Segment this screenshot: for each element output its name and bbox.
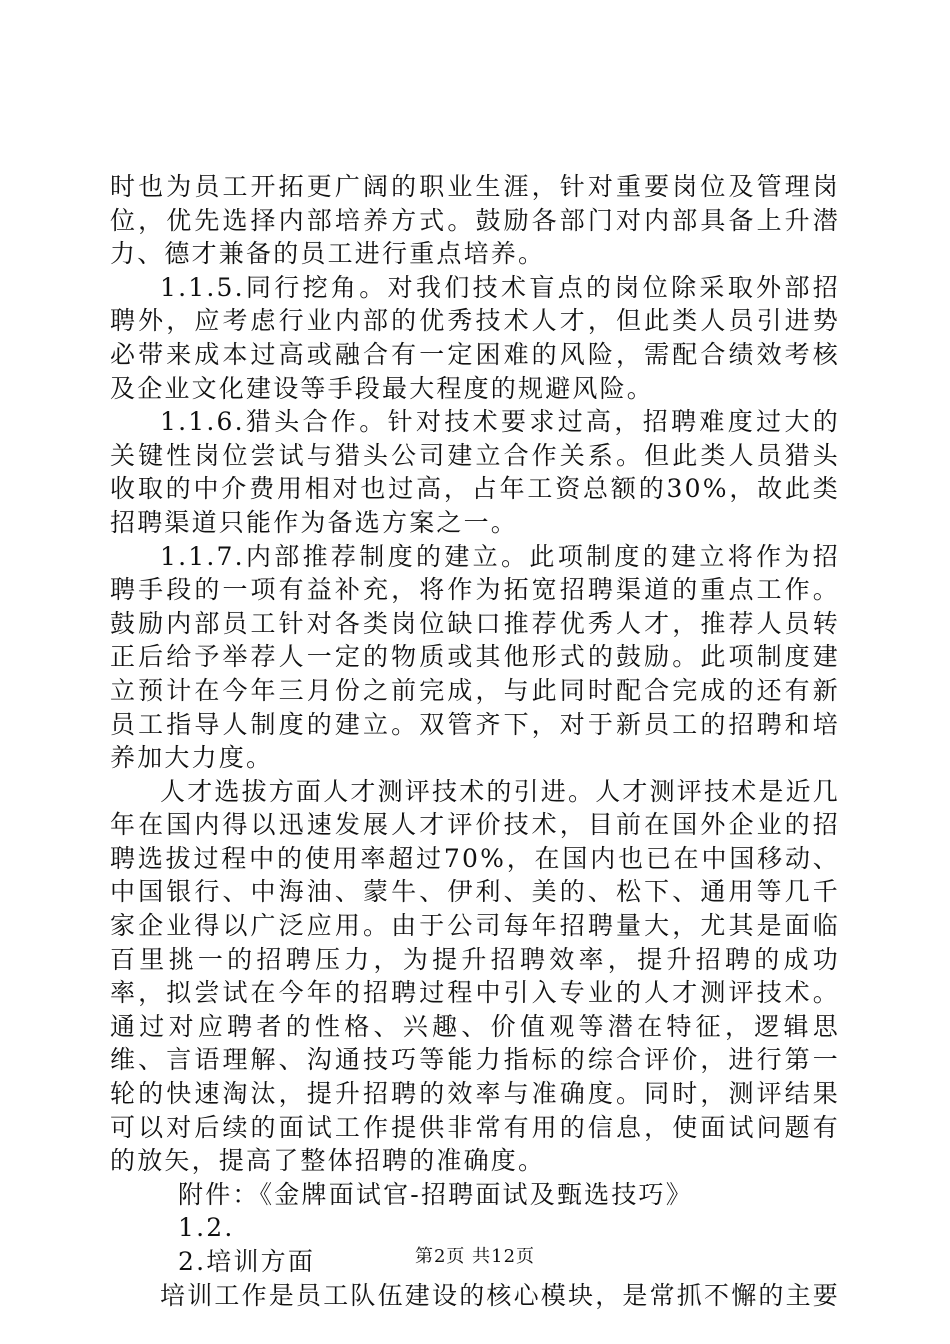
paragraph-1-1-6: 1.1.6.猎头合作。针对技术要求过高，招聘难度过大的关键性岗位尝试与猎头公司建立合作关系。但此类人员猎头收取的中介费用相对也过高，占年工资总额的30%，故此类招聘渠道只能作为备选方案之一。: [110, 407, 840, 537]
paragraph-1-1-7: 1.1.7.内部推荐制度的建立。此项制度的建立将作为招聘手段的一项有益补充，将作为拓宽招聘渠道的重点工作。鼓励内部员工针对各类岗位缺口推荐优秀人才，推荐人员转正后给予举荐人一定的物质或其他形式的鼓励。此项制度建立预计在今年三月份之前完成，与此同时配合完成的还有新员工指导人制度的建立。双管齐下，对于新员工的招聘和培养加大力度。: [110, 541, 840, 773]
paragraph-continued: 时也为员工开拓更广阔的职业生涯，针对重要岗位及管理岗位，优先选择内部培养方式。鼓励各部门对内部具备上升潜力、德才兼备的员工进行重点培养。: [110, 172, 840, 269]
attachment-line: 附件：《金牌面试官-招聘面试及甄选技巧》: [178, 1179, 693, 1209]
section-title: 2.培训方面: [178, 1247, 316, 1276]
paragraph-training: 培训工作是员工队伍建设的核心模块，是常抓不懈的主要: [160, 1280, 841, 1310]
page-footer: 第2页 共12页: [414, 1246, 536, 1267]
document-body: [110, 170, 840, 1312]
section-number: 1.2.: [178, 1213, 235, 1243]
paragraph-talent-assessment: 人才选拔方面人才测评技术的引进。人才测评技术是近几年在国内得以迅速发展人才评价技术，目前在国外企业的招聘选拔过程中的使用率超过70%，在国内也已在中国移动、中国银行、中海油、蒙牛、伊利、美的、松下、通用等几千家企业得以广泛应用。由于公司每年招聘量大，尤其是面临百里挑一的招聘压力，为提升招聘效率，提升招聘的成功率，拟尝试在今年的招聘过程中引入专业的人才测评技术。通过对应聘者的性格、兴趣、价值观等潜在特征，逻辑思维、言语理解、沟通技巧等能力指标的综合评价，进行第一轮的快速淘汰，提升招聘的效率与准确度。同时，测评结果可以对后续的面试工作提供非常有用的信息，使面试问题有的放矢，提高了整体招聘的准确度。: [110, 776, 841, 1176]
paragraph-1-1-5: 1.1.5.同行挖角。对我们技术盲点的岗位除采取外部招聘外，应考虑行业内部的优秀技术人才，但此类人员引进势必带来成本过高或融合有一定困难的风险，需配合绩效考核及企业文化建设等手段最大程度的规避风险。: [110, 272, 840, 403]
